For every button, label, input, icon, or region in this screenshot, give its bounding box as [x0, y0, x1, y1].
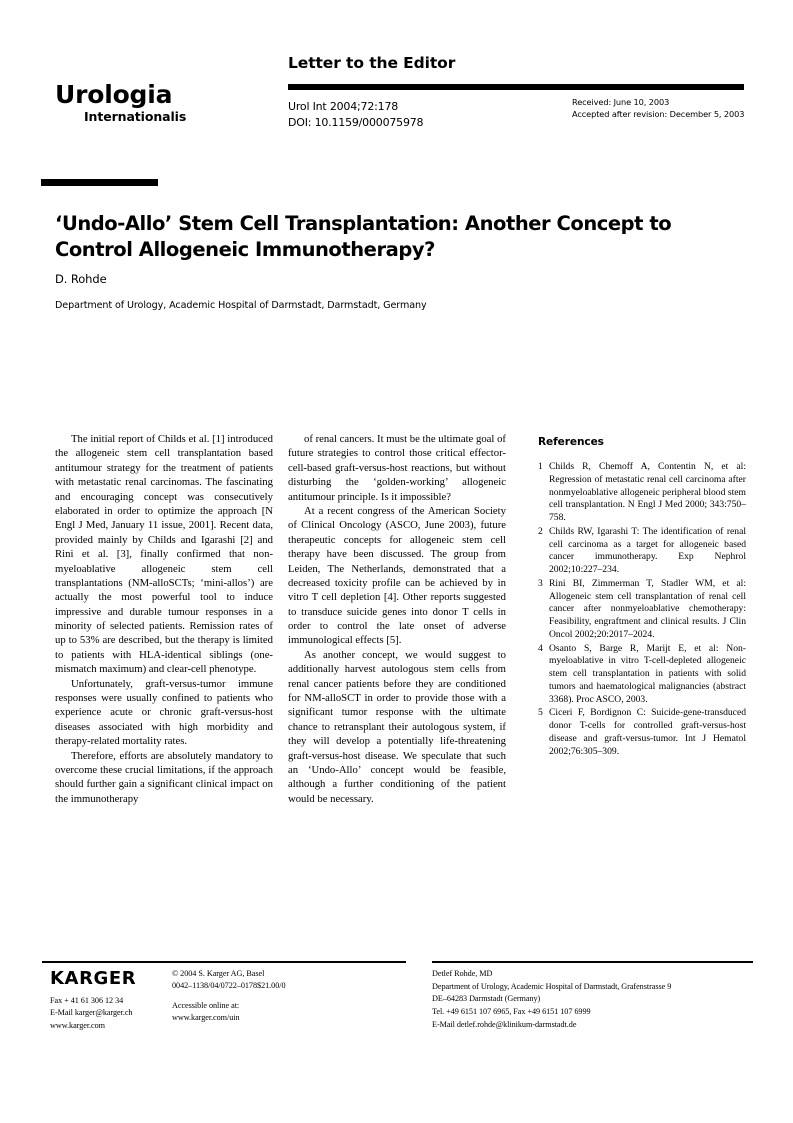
publisher-logo: KARGER	[50, 968, 137, 989]
correspondence-block	[432, 968, 762, 1032]
reference-number: 4	[538, 642, 543, 654]
issn-line: 0042–1138/04/0722–0178$21.00/0	[172, 981, 286, 991]
paragraph: The initial report of Childs et al. [1] introduced the allogeneic stem cell transplantation based antitumour strategy for the treatment of patients with metastatic renal carcinomas. The fascinating and encouraging concept was consecutively elaborated in order to optimize the approach [N Engl J Med, January 11 issue, 2001]. Recent data, provided mainly by Childs and Igarashi [2] and Rini et al. [3], finally confirmed that non-myeloablative allogeneic stem cell transplantations (NM-alloSCTs; ‘mini-allos’) are actually the most powerful tool to induce impressive and durable tumour responses in a minority of selected patients. Remission rates of up to 53% are described, but the therapy is limited to patients with HLA-identical siblings (one-mismatch maximum) and clear-cell phenotype.	[55, 433, 273, 676]
paragraph: Therefore, efforts are absolutely mandatory to overcome these crucial limitations, if the approach should further gain a significant clinical impact on the immunotherapy	[55, 749, 273, 805]
title-rule	[41, 179, 158, 186]
references-section	[538, 436, 746, 759]
reference-text: Childs R, Chemoff A, Contentin N, et al: Regression of metastatic renal cell carcinoma after nonmyeloablative allogeneic peripheral blood stem cell transplantation. N Engl J Med 2000; 343:750–758.	[549, 461, 746, 523]
reference-text: Childs RW, Igarashi T: The identification of renal cell carcinoma as a target for allogeneic based cancer immunotherapy. Exp Nephrol 2002;10:227–234.	[549, 525, 746, 575]
received-date: Received: June 10, 2003	[572, 97, 670, 107]
reference-entry	[538, 643, 746, 707]
reference-entry	[538, 526, 746, 577]
reference-entry	[538, 707, 746, 758]
correspondence-phone: Tel. +49 6151 107 6965, Fax +49 6151 107 6999	[432, 1007, 591, 1017]
footer-rule-right	[432, 961, 753, 963]
paragraph: Unfortunately, graft-versus-tumor immune responses were usually confined to patients who experience acute or chronic graft-versus-host diseases associated with high morbidity and therapy-related mortality rates.	[55, 677, 273, 748]
journal-logo-subtitle: Internationalis	[84, 109, 187, 124]
reference-text: Rini BI, Zimmerman T, Stadler WM, et al: Allogeneic stem cell transplantation of renal cell cancer after nonmyeloablative chemotherapy: Feasibility, engraftment and clinical results. J Clin Oncol 2002;20:2017–2024.	[549, 577, 746, 640]
paragraph: As another concept, we would suggest to additionally harvest autologous stem cells from renal cancer patients before they are conditioned for NM-alloSCT in order to provide those with a significant tumor response with the ultimate chance to retransplant their autologous system, if they will develop a potentially life-threatening graft-versus-host disease. We speculate that such an ‘Undo-Allo’ concept would be feasible, although a further conditioning of the patient would be necessary.	[288, 648, 506, 805]
correspondence-name: Detlef Rohde, MD	[432, 969, 493, 978]
reference-number: 2	[538, 525, 543, 537]
reference-entry	[538, 578, 746, 642]
header-rule	[288, 84, 744, 90]
page-title: ‘Undo-Allo’ Stem Cell Transplantation: Another Concept to Control Allogeneic Immunotherapy?	[55, 212, 672, 261]
accepted-date: Accepted after revision: December 5, 2003	[572, 108, 745, 119]
copyright-block	[172, 968, 286, 993]
journal-citation: Urol Int 2004;72:178	[288, 100, 399, 113]
paragraph: At a recent congress of the American Society of Clinical Oncology (ASCO, June 2003), future therapeutic concepts for allogeneic stem cell therapy have been discussed. The group from Leiden, The Netherlands, demonstrated that a decreased toxicity profile can be achieved by in vitro T cell depletion [4]. Other reports suggested to transduce suicide genes into donor T cells in order to control the late onset of adverse immunological effects [5].	[288, 504, 506, 647]
copyright-line: © 2004 S. Karger AG, Basel	[172, 969, 265, 978]
doi: DOI: 10.1159/000075978	[288, 115, 424, 129]
reference-entry	[538, 461, 746, 525]
submission-dates	[572, 97, 744, 121]
publisher-contact	[50, 995, 132, 1032]
journal-citation-block	[288, 99, 423, 130]
publisher-fax: Fax + 41 61 306 12 34	[50, 996, 124, 1005]
paragraph: of renal cancers. It must be the ultimate goal of future strategies to control those critical effector-cell-based graft-versus-host reactions, but without disturbing the ‘golden-working’ allogeneic antitumour principle. Is it impossible?	[288, 433, 506, 503]
footer-rule-left	[42, 961, 406, 963]
journal-logo	[55, 82, 235, 124]
section-kicker: Letter to the Editor	[288, 54, 456, 72]
correspondence-department: Department of Urology, Academic Hospital of Darmstadt, Grafenstrasse 9	[432, 981, 672, 991]
reference-number: 5	[538, 707, 543, 719]
online-access-url[interactable]: www.karger.com/uin	[172, 1013, 240, 1023]
body-column-1	[55, 432, 273, 806]
correspondence-email[interactable]: E-Mail detlef.rohde@klinikum-darmstadt.de	[432, 1019, 577, 1029]
references-heading: References	[538, 436, 604, 448]
online-access-block	[172, 1000, 240, 1025]
reference-text: Osanto S, Barge R, Marijt E, et al: Non-myeloablative in vitro T-cell-depleted allogeneic stem cell transplantation in patients with solid tumors and haematological malignancies (abstract 3368). Proc ASCO, 2003.	[549, 642, 746, 705]
online-access-label: Accessible online at:	[172, 1001, 240, 1010]
publisher-email[interactable]: E-Mail karger@karger.ch	[50, 1008, 133, 1018]
author-name: D. Rohde	[55, 272, 107, 286]
author-affiliation: Department of Urology, Academic Hospital of Darmstadt, Darmstadt, Germany	[55, 300, 427, 311]
reference-text: Ciceri F, Bordignon C: Suicide-gene-transduced donor T-cells for controlled graft-versus-host disease and graft-versus-tumor. Int J Hematol 2002;76:305–309.	[549, 707, 746, 757]
journal-logo-main: Urologia	[55, 80, 173, 109]
correspondence-city: DE–64283 Darmstadt (Germany)	[432, 994, 541, 1004]
body-column-2	[288, 432, 506, 806]
reference-number: 3	[538, 577, 543, 589]
reference-number: 1	[538, 461, 543, 472]
publisher-website[interactable]: www.karger.com	[50, 1020, 106, 1030]
